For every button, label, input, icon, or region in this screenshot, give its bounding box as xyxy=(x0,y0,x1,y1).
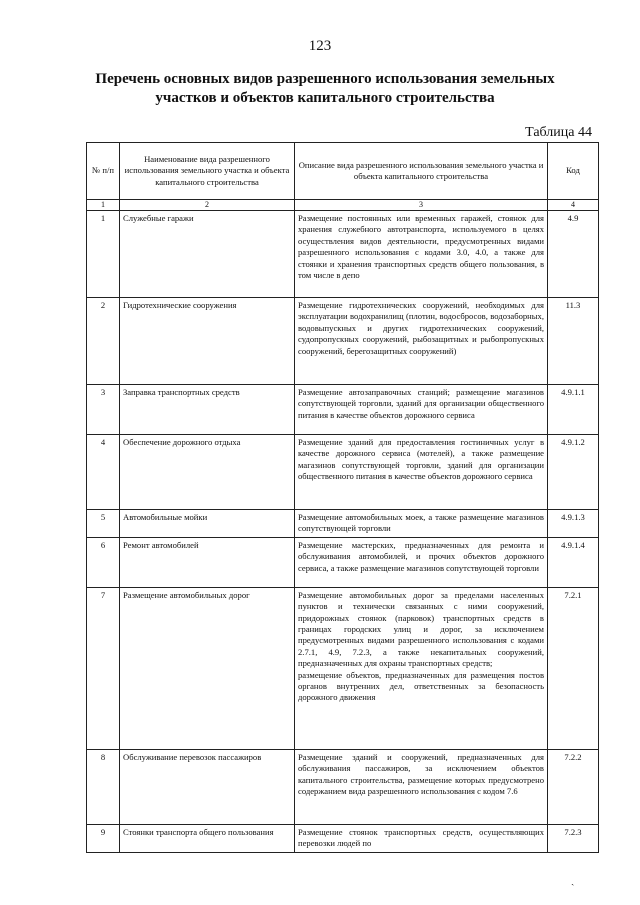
row-name: Размещение автомобильных дорог xyxy=(120,587,295,749)
row-desc: Размещение постоянных или временных гаражей, стоянок для хранения служебного автотранспорта, используемого в целях осуществления видов деятельности, предусмотренных видами разрешенного использования с кодами 3.0, 4.0, а также для стоянки и хранения транспортных средств общего пользования, в том числе в депо xyxy=(295,211,548,298)
table-header-row xyxy=(87,143,599,200)
row-desc: Размещение зданий для предоставления гостиничных услуг в качестве дорожного сервиса (мотелей), а также размещение магазинов сопутствующей торговли, зданий для организации общественного питания в качестве объектов дорожного сервиса xyxy=(295,435,548,510)
page-number: 123 xyxy=(308,38,332,54)
col-number: 4 xyxy=(548,200,599,211)
table-row xyxy=(87,824,599,852)
row-desc: Размещение стоянок транспортных средств, осуществляющих перевозки людей по xyxy=(295,824,548,852)
table-row xyxy=(87,435,599,510)
row-name: Ремонт автомобилей xyxy=(120,537,295,587)
row-name: Стоянки транспорта общего пользования xyxy=(120,824,295,852)
table-row xyxy=(87,537,599,587)
col-number: 1 xyxy=(87,200,120,211)
table-row xyxy=(87,211,599,298)
land-use-table xyxy=(86,142,599,853)
row-desc: Размещение автозаправочных станций; размещение магазинов сопутствующей торговли, зданий для организации общественного питания в качестве объектов дорожного сервиса xyxy=(295,385,548,435)
row-code: 4.9 xyxy=(548,211,599,298)
row-desc-part: размещение объектов, предназначенных для размещения постов органов внутренних дел, ответственных за безопасность дорожного движения xyxy=(298,669,544,703)
table-row xyxy=(87,298,599,385)
header-desc: Описание вида разрешенного использования земельного участка и объекта капитального строительства xyxy=(295,143,548,200)
row-name: Обслуживание перевозок пассажиров xyxy=(120,749,295,824)
row-desc: Размещение гидротехнических сооружений, необходимых для эксплуатации водохранилищ (плотин, водосбросов, водозаборных, водовыпускных и других гидротехнических сооружений, судопропускных сооружений, рыбозащитных и рыбопропускных сооружений, берегозащитных сооружений) xyxy=(295,298,548,385)
row-desc: Размещение мастерских, предназначенных для ремонта и обслуживания автомобилей, и прочих объектов дорожного сервиса, а также размещение магазинов сопутствующей торговли xyxy=(295,537,548,587)
row-desc: Размещение зданий и сооружений, предназначенных для обслуживания пассажиров, за исключением объектов капитального строительства, размещение которых предусмотрено содержанием вида разрешенного использования с кодом 7.6 xyxy=(295,749,548,824)
row-name: Обеспечение дорожного отдыха xyxy=(120,435,295,510)
row-code: 4.9.1.4 xyxy=(548,537,599,587)
row-code: 7.2.2 xyxy=(548,749,599,824)
header-code: Код xyxy=(548,143,599,200)
row-num: 8 xyxy=(87,749,120,824)
document-title xyxy=(60,70,590,108)
row-num: 9 xyxy=(87,824,120,852)
row-num: 5 xyxy=(87,510,120,538)
row-desc: Размещение автомобильных моек, а также размещение магазинов сопутствующей торговли xyxy=(295,510,548,538)
title-line-2: участков и объектов капитального строительства xyxy=(155,90,495,106)
row-desc xyxy=(295,587,548,749)
row-num: 7 xyxy=(87,587,120,749)
row-desc-part: Размещение автомобильных дорог за пределами населенных пунктов и технически связанных с ними сооружений, придорожных стоянок (парковок) транспортных средств в границах городских улиц и дорог, за исключением предусмотренных видами разрешенного использования с кодами 2.7.1, 4.9, 7.2.3, а также некапитальных сооружений, предназначенных для охраны транспортных средств; xyxy=(298,589,544,669)
row-num: 6 xyxy=(87,537,120,587)
row-name: Заправка транспортных средств xyxy=(120,385,295,435)
row-num: 1 xyxy=(87,211,120,298)
column-number-row xyxy=(87,200,599,211)
row-code: 11.3 xyxy=(548,298,599,385)
table-row xyxy=(87,385,599,435)
row-code: 7.2.3 xyxy=(548,824,599,852)
row-code: 7.2.1 xyxy=(548,587,599,749)
row-num: 4 xyxy=(87,435,120,510)
header-num: № п/п xyxy=(87,143,120,200)
row-code: 4.9.1.1 xyxy=(548,385,599,435)
table-row xyxy=(87,587,599,749)
row-code: 4.9.1.3 xyxy=(548,510,599,538)
header-name: Наименование вида разрешенного использования земельного участка и объекта капитального строительства xyxy=(120,143,295,200)
table-row xyxy=(87,749,599,824)
table-label: Таблица 44 xyxy=(525,125,592,140)
scan-mark: ˎ xyxy=(571,875,575,886)
row-name: Служебные гаражи xyxy=(120,211,295,298)
table-row xyxy=(87,510,599,538)
row-name: Автомобильные мойки xyxy=(120,510,295,538)
col-number: 2 xyxy=(120,200,295,211)
row-num: 3 xyxy=(87,385,120,435)
title-line-1: Перечень основных видов разрешенного использования земельных xyxy=(95,71,555,87)
row-code: 4.9.1.2 xyxy=(548,435,599,510)
row-num: 2 xyxy=(87,298,120,385)
row-name: Гидротехнические сооружения xyxy=(120,298,295,385)
col-number: 3 xyxy=(295,200,548,211)
